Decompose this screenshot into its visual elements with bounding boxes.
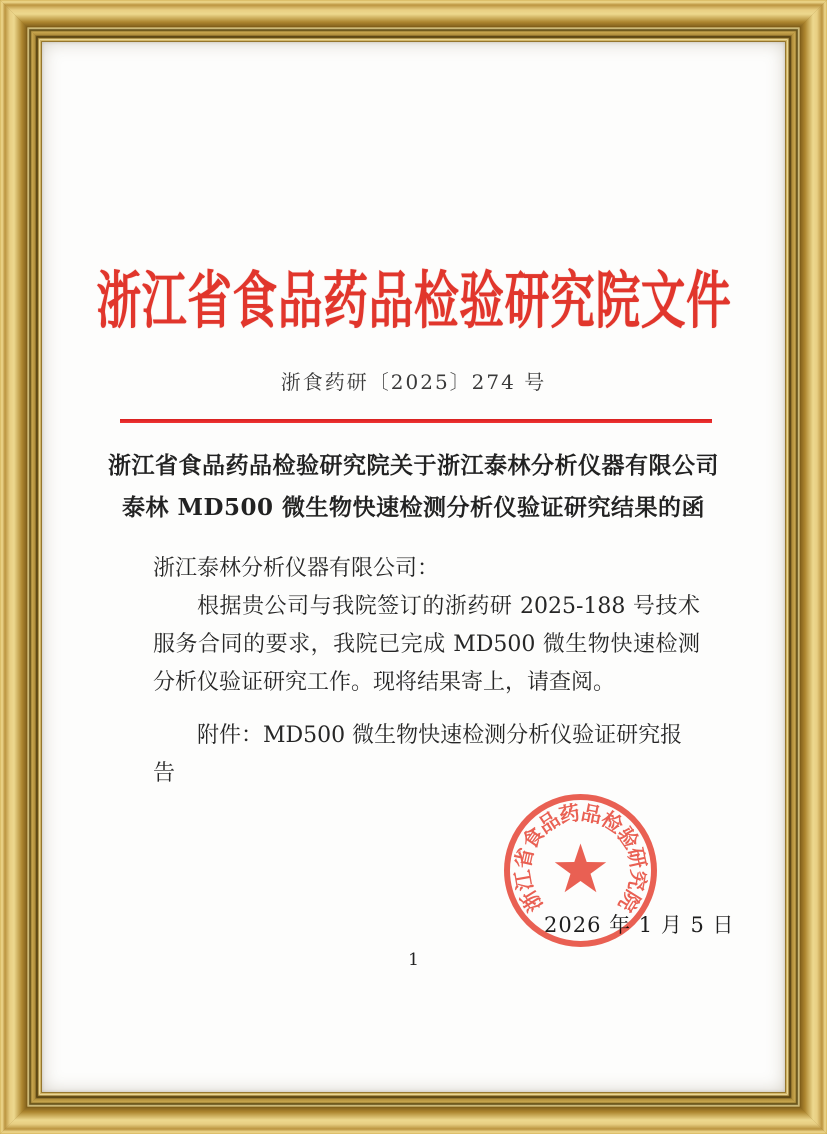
red-separator-rule — [120, 419, 712, 423]
subject-line-2: 泰林 MD500 微生物快速检测分析仪验证研究结果的函 — [122, 494, 705, 521]
frame-right-edge — [785, 0, 827, 1134]
svg-text:食: 食 — [517, 822, 549, 854]
attachment-line: 附件：MD500 微生物快速检测分析仪验证研究报告 — [153, 723, 683, 786]
letterhead-text: 浙江省食品药品检验研究院文件 — [95, 263, 732, 337]
issue-date: 2026 年 1 月 5 日 — [544, 913, 735, 937]
document-page — [42, 42, 785, 1092]
svg-text:品: 品 — [533, 806, 565, 839]
salutation: 浙江泰林分析仪器有限公司： — [153, 556, 440, 581]
official-seal — [503, 793, 658, 948]
svg-text:检: 检 — [596, 806, 628, 839]
subject-title — [42, 445, 785, 529]
frame-top-edge — [0, 0, 827, 42]
svg-text:浙: 浙 — [516, 885, 548, 917]
official-seal-graphic — [503, 793, 658, 948]
svg-text:究: 究 — [623, 868, 651, 893]
svg-text:品: 品 — [579, 800, 604, 828]
letter-body — [153, 550, 700, 793]
svg-text:江: 江 — [510, 868, 538, 893]
svg-text:验: 验 — [612, 822, 644, 854]
subject-line-1: 浙江省食品药品检验研究院关于浙江泰林分析仪器有限公司 — [108, 452, 719, 479]
red-letterhead-title — [42, 248, 785, 342]
seal-star-icon — [555, 844, 606, 893]
svg-text:院: 院 — [613, 885, 645, 917]
document-number: 浙食药研〔2025〕274 号 — [280, 370, 547, 394]
svg-text:药: 药 — [557, 800, 582, 828]
frame-left-edge — [0, 0, 42, 1134]
svg-text:研: 研 — [622, 845, 651, 871]
frame-bottom-edge — [0, 1092, 827, 1134]
body-paragraph: 根据贵公司与我院签订的浙药研 2025-188 号技术服务合同的要求，我院已完成 MD500 微生物快速检测分析仪验证研究工作。现将结果寄上，请查阅。 — [153, 594, 700, 695]
page-number: 1 — [408, 950, 419, 970]
svg-text:省: 省 — [510, 845, 539, 871]
